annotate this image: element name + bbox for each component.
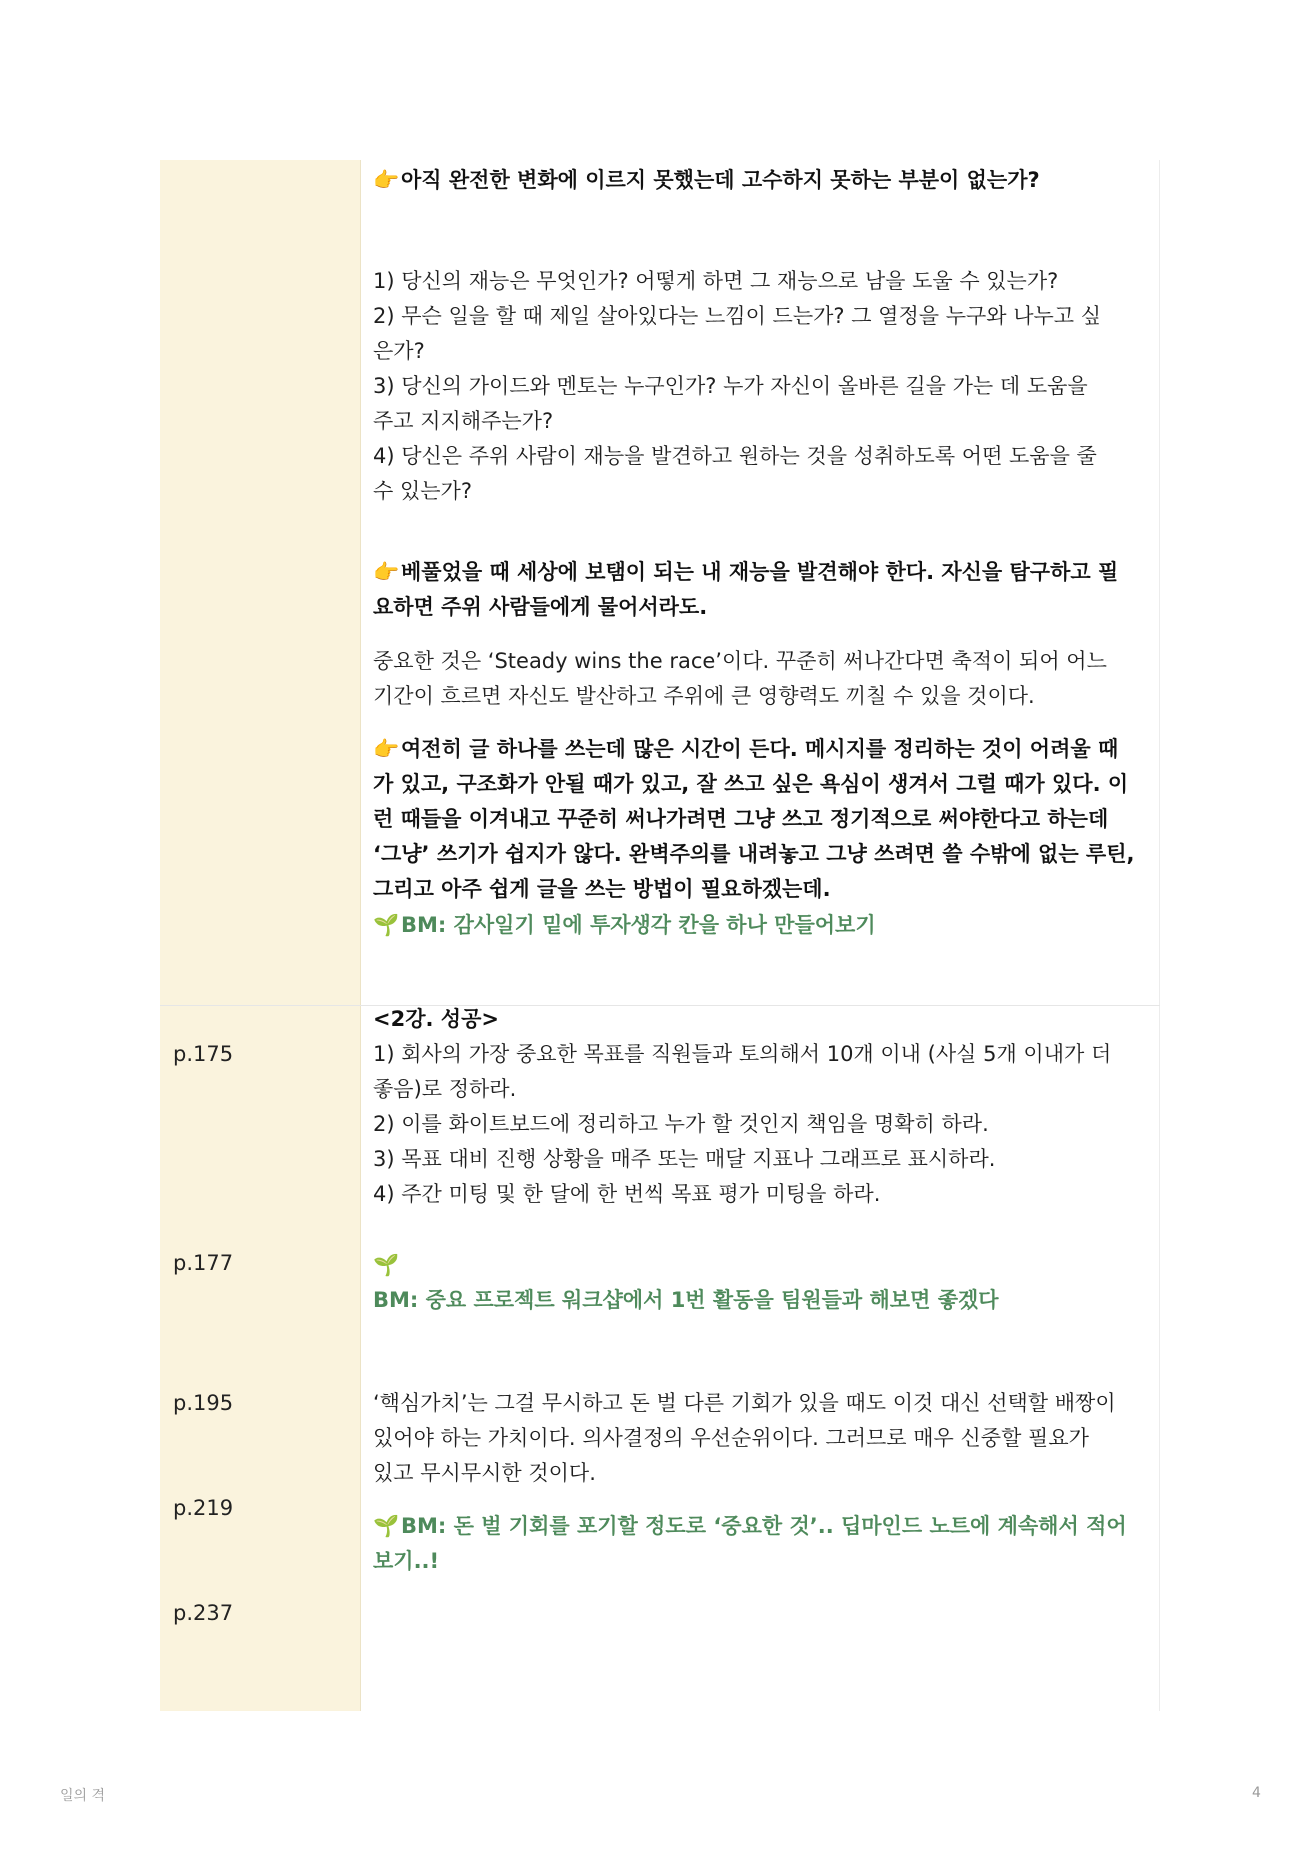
success-item-3: 3) 목표 대비 진행 상황을 매주 또는 매달 지표나 그래프로 표시하라. <box>373 1147 996 1171</box>
success-item-2: 2) 이를 화이트보드에 정리하고 누가 할 것인지 책임을 명확히 하라. <box>373 1112 989 1136</box>
pointing-hand-icon: 👉 <box>373 737 400 761</box>
footer-page-number: 4 <box>1252 1785 1261 1801</box>
page-reference: p.237 <box>173 1601 234 1625</box>
question-4: 4) 당신은 주위 사람이 재능을 발견하고 원하는 것을 성취하도록 어떤 도움을 줄 <box>373 444 1097 468</box>
page-reference: p.219 <box>173 1496 234 1520</box>
pointing-hand-icon: 👉 <box>373 168 400 192</box>
seedling-icon: 🌱 <box>373 913 400 937</box>
bm-note: 🌱 BM: 중요 프로젝트 워크샵에서 1번 활동을 팀원들과 해보면 좋겠다 <box>373 1248 1151 1318</box>
question-2: 2) 무슨 일을 할 때 제일 살아있다는 느낌이 드는가? 그 열정을 누구와 나누고 싶 <box>373 304 1102 328</box>
table-row <box>160 1005 1160 1711</box>
reflection-heading: 👉베풀었을 때 세상에 보탬이 되는 내 재능을 발견해야 한다. 자신을 탐구하고 필 요하면 주위 사람들에게 물어서라도. <box>373 555 1151 625</box>
page-reference: p.177 <box>173 1251 234 1275</box>
footer-document-title: 일의 격 <box>60 1788 106 1804</box>
success-list <box>373 1037 1151 1212</box>
seedling-icon: 🌱 <box>373 1514 400 1538</box>
notes-table <box>160 160 1160 1710</box>
lecture-title: <2강. 성공> <box>373 1007 499 1031</box>
core-value-paragraph: ‘핵심가치’는 그걸 무시하고 돈 벌 다른 기회가 있을 때도 이것 대신 선택할 배짱이 있어야 하는 가치이다. 의사결정의 우선순위이다. 그러므로 매우 신중할 필요가 있고 무시무시한 것이다. <box>373 1391 1116 1485</box>
question-1: 1) 당신의 재능은 무엇인가? 어떻게 하면 그 재능으로 남을 도울 수 있는가? <box>373 269 1059 293</box>
pointing-hand-icon: 👉 <box>373 560 400 584</box>
bm-note: 🌱BM: 돈 벌 기회를 포기할 정도로 ‘중요한 것’.. 딥마인드 노트에 계속해서 적어 보기..! <box>373 1509 1151 1579</box>
page-reference: p.195 <box>173 1391 234 1415</box>
notes-cell <box>361 1006 1160 1711</box>
reflection-heading: 👉아직 완전한 변화에 이르지 못했는데 고수하지 못하는 부분이 없는가? <box>373 163 1151 198</box>
reflection-heading: 👉여전히 글 하나를 쓰는데 많은 시간이 든다. 메시지를 정리하는 것이 어려울 때 가 있고, 구조화가 안될 때가 있고, 잘 쓰고 싶은 욕심이 생겨서 그럴 때가 있다. 이 런 때들을 이겨내고 꾸준히 써나가려면 그냥 쓰고 정기적으로 써야한다고 하는데 ‘그냥’ 쓰기가 쉽지가 않다. 완벽주의를 내려놓고 그냥 쓰려면 쓸 수밖에 없는 루틴, 그리고 아주 쉽게 글을 쓰는 방법이 필요하겠는데. <box>373 732 1151 907</box>
success-item-4: 4) 주간 미팅 및 한 달에 한 번씩 목표 평가 미팅을 하라. <box>373 1182 881 1206</box>
seedling-icon: 🌱 <box>373 1253 400 1277</box>
success-item-1: 1) 회사의 가장 중요한 목표를 직원들과 토의해서 10개 이내 (사실 5개 이내가 더 <box>373 1042 1112 1066</box>
question-2-cont: 은가? <box>373 339 425 363</box>
question-list <box>373 264 1151 509</box>
question-4-cont: 수 있는가? <box>373 479 472 503</box>
page-reference-cell <box>160 160 361 1005</box>
bm-note: 🌱BM: 감사일기 밑에 투자생각 칸을 하나 만들어보기 <box>373 908 1151 943</box>
question-3: 3) 당신의 가이드와 멘토는 누구인가? 누가 자신이 올바른 길을 가는 데 도움을 <box>373 374 1088 398</box>
table-row <box>160 160 1160 1005</box>
page-reference-cell <box>160 1006 361 1711</box>
success-item-1-cont: 좋음)로 정하라. <box>373 1077 517 1101</box>
notes-cell <box>361 160 1160 1005</box>
page-reference: p.175 <box>173 1042 234 1066</box>
paragraph: 중요한 것은 ‘Steady wins the race’이다. 꾸준히 써나간다면 축적이 되어 어느 기간이 흐르면 자신도 발산하고 주위에 큰 영향력도 끼칠 수 있을 것이다. <box>373 649 1107 708</box>
question-3-cont: 주고 지지해주는가? <box>373 409 554 433</box>
